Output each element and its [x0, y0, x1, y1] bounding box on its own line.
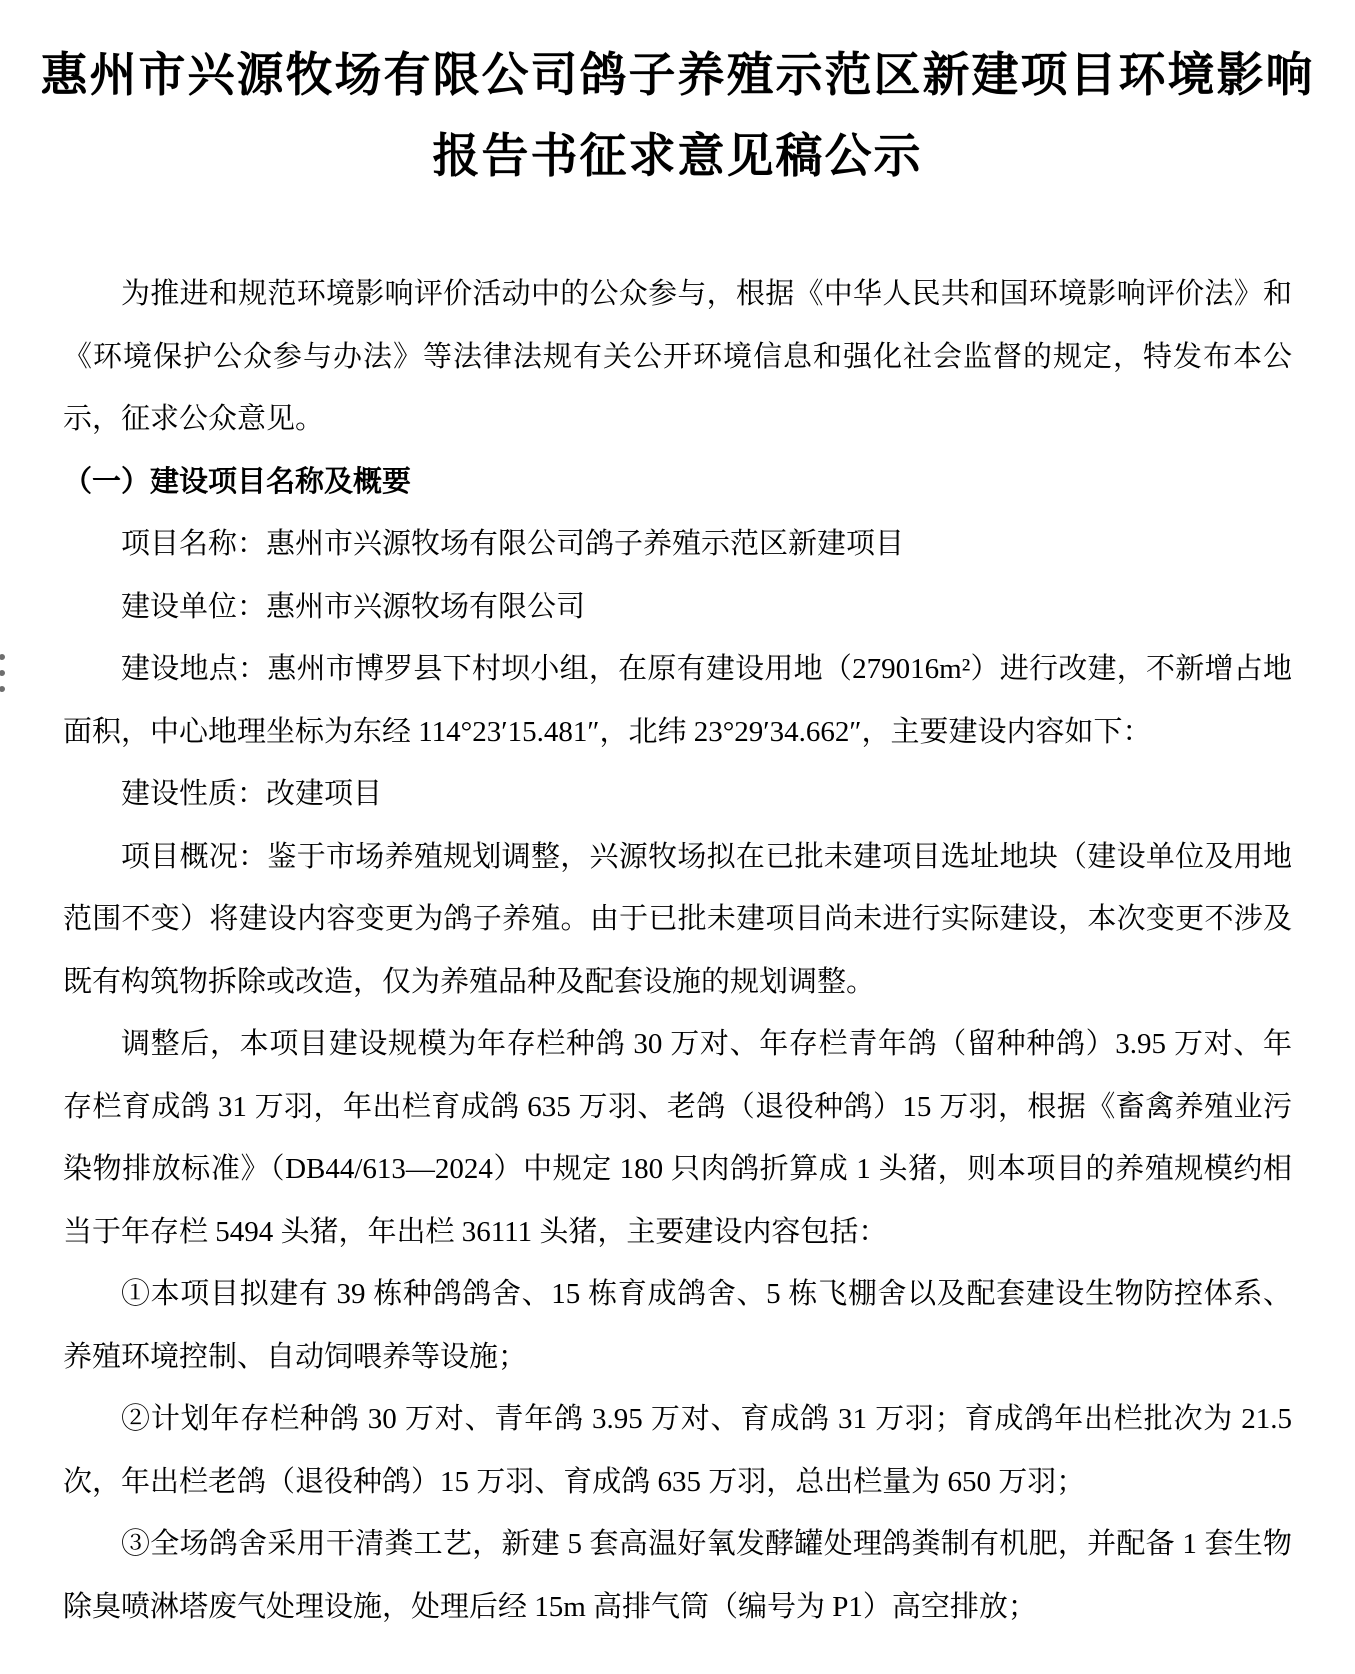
drag-handle-dot — [0, 686, 5, 692]
document-title-line2: 报告书征求意见稿公示 — [432, 129, 923, 182]
list-item-manure-process: ③全场鸽舍采用干清粪工艺，新建 5 套高温好氧发酵罐处理鸽粪制有机肥，并配备 1 套生物除臭喷淋塔废气处理设施，处理后经 15m 高排气筒（编号为 P1）高空排放； — [63, 1528, 1292, 1623]
drag-handle-dot — [0, 670, 5, 676]
list-item-stock-plan: ②计划年存栏种鸽 30 万对、青年鸽 3.95 万对、育成鸽 31 万羽；育成鸽年出栏批次为 21.5 次，年出栏老鸽（退役种鸽）15 万羽、育成鸽 635 万羽，总出栏量为 650 万羽； — [63, 1403, 1292, 1498]
document-body — [0, 263, 1355, 1638]
list-item-buildings: ①本项目拟建有 39 栋种鸽鸽舍、15 栋育成鸽舍、5 栋飞棚舍以及配套建设生物防控体系、养殖环境控制、自动饲喂养等设施； — [63, 1278, 1292, 1373]
document-title-line1: 惠州市兴源牧场有限公司鸽子养殖示范区新建项目环境影响 — [40, 48, 1315, 101]
field-construction-site: 建设地点：惠州市博罗县下村坝小组，在原有建设用地（279016m²）进行改建，不新增占地面积，中心地理坐标为东经 114°23′15.481″，北纬 23°29′34.662″，主要建设内容如下： — [63, 653, 1292, 748]
field-construction-nature: 建设性质：改建项目 — [121, 778, 383, 810]
section-heading-project-name-overview: （一）建设项目名称及概要 — [63, 465, 412, 498]
paragraph-intro: 为推进和规范环境影响评价活动中的公众参与，根据《中华人民共和国环境影响评价法》和《环境保护公众参与办法》等法律法规有关公开环境信息和强化社会监督的规定，特发布本公示，征求公众意见。 — [63, 278, 1292, 435]
document-title — [0, 0, 1355, 196]
paragraph-project-overview: 项目概况：鉴于市场养殖规划调整，兴源牧场拟在已批未建项目选址地块（建设单位及用地范围不变）将建设内容变更为鸽子养殖。由于已批未建项目尚未进行实际建设，本次变更不涉及既有构筑物拆除或改造，仅为养殖品种及配套设施的规划调整。 — [63, 840, 1292, 998]
drag-handle-dot — [0, 654, 5, 660]
field-construction-unit: 建设单位：惠州市兴源牧场有限公司 — [121, 590, 586, 623]
field-project-name: 项目名称：惠州市兴源牧场有限公司鸽子养殖示范区新建项目 — [121, 528, 905, 560]
paragraph-scale-adjustment: 调整后，本项目建设规模为年存栏种鸽 30 万对、年存栏青年鸽（留种种鸽）3.95 万对、年存栏育成鸽 31 万羽，年出栏育成鸽 635 万羽、老鸽（退役种鸽）15 万羽，根据《畜禽养殖业污染物排放标准》（DB44/613—2024）中规定 180 只肉鸽折算成 1 头猪，则本项目的养殖规模约相当于年存栏 5494 头猪，年出栏 36111 头猪，主要建设内容包括： — [63, 1028, 1292, 1248]
drag-handle-icon[interactable] — [0, 654, 8, 692]
